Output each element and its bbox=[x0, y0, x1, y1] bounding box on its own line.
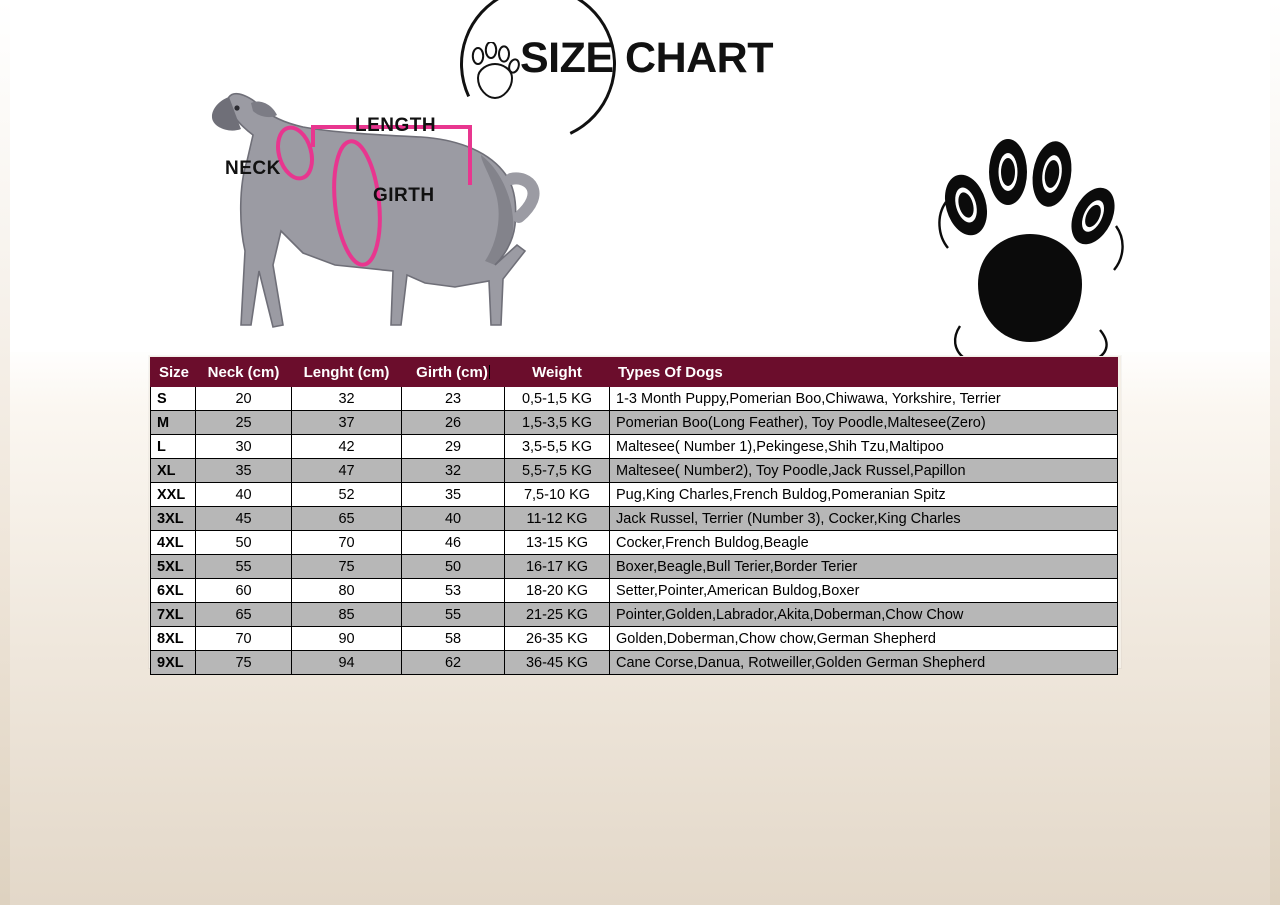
cell-neck: 20 bbox=[196, 387, 292, 411]
cell-weight: 36-45 KG bbox=[505, 651, 610, 675]
table-row bbox=[151, 387, 1118, 411]
cell-size: 8XL bbox=[151, 627, 196, 651]
cell-girth: 35 bbox=[402, 483, 505, 507]
left-gradient-band bbox=[0, 0, 10, 905]
cell-neck: 45 bbox=[196, 507, 292, 531]
cell-length: 85 bbox=[292, 603, 402, 627]
cell-weight: 18-20 KG bbox=[505, 579, 610, 603]
cell-types: Golden,Doberman,Chow chow,German Shepherd bbox=[610, 627, 1118, 651]
cell-size: 4XL bbox=[151, 531, 196, 555]
cell-weight: 16-17 KG bbox=[505, 555, 610, 579]
cell-neck: 75 bbox=[196, 651, 292, 675]
cell-girth: 53 bbox=[402, 579, 505, 603]
cell-girth: 50 bbox=[402, 555, 505, 579]
table-row bbox=[151, 579, 1118, 603]
column-header-neck: Neck (cm) bbox=[196, 358, 292, 387]
cell-types: Jack Russel, Terrier (Number 3), Cocker,King Charles bbox=[610, 507, 1118, 531]
cell-length: 94 bbox=[292, 651, 402, 675]
cell-weight: 26-35 KG bbox=[505, 627, 610, 651]
cell-length: 65 bbox=[292, 507, 402, 531]
cell-length: 70 bbox=[292, 531, 402, 555]
cell-weight: 5,5-7,5 KG bbox=[505, 459, 610, 483]
cell-size: 7XL bbox=[151, 603, 196, 627]
cell-girth: 29 bbox=[402, 435, 505, 459]
cell-neck: 25 bbox=[196, 411, 292, 435]
cell-types: 1-3 Month Puppy,Pomerian Boo,Chiwawa, Yorkshire, Terrier bbox=[610, 387, 1118, 411]
cell-types: Cane Corse,Danua, Rotweiller,Golden German Shepherd bbox=[610, 651, 1118, 675]
table-row bbox=[151, 483, 1118, 507]
cell-girth: 40 bbox=[402, 507, 505, 531]
table-row bbox=[151, 603, 1118, 627]
cell-length: 52 bbox=[292, 483, 402, 507]
right-gradient-band bbox=[1270, 0, 1280, 905]
paw-print-icon bbox=[930, 130, 1130, 360]
table-row bbox=[151, 531, 1118, 555]
label-girth: GIRTH bbox=[373, 185, 435, 206]
cell-girth: 46 bbox=[402, 531, 505, 555]
cell-girth: 62 bbox=[402, 651, 505, 675]
cell-weight: 21-25 KG bbox=[505, 603, 610, 627]
table-row bbox=[151, 555, 1118, 579]
column-header-girth: Girth (cm) bbox=[402, 358, 505, 387]
table-row bbox=[151, 411, 1118, 435]
cell-girth: 55 bbox=[402, 603, 505, 627]
table-row bbox=[151, 459, 1118, 483]
cell-neck: 60 bbox=[196, 579, 292, 603]
table-header-row bbox=[151, 358, 1118, 387]
table-row bbox=[151, 627, 1118, 651]
cell-types: Pointer,Golden,Labrador,Akita,Doberman,Chow Chow bbox=[610, 603, 1118, 627]
cell-types: Boxer,Beagle,Bull Terier,Border Terier bbox=[610, 555, 1118, 579]
cell-length: 37 bbox=[292, 411, 402, 435]
cell-length: 32 bbox=[292, 387, 402, 411]
table-row bbox=[151, 507, 1118, 531]
cell-size: XXL bbox=[151, 483, 196, 507]
cell-size: S bbox=[151, 387, 196, 411]
cell-neck: 55 bbox=[196, 555, 292, 579]
cell-weight: 0,5-1,5 KG bbox=[505, 387, 610, 411]
label-length: LENGTH bbox=[355, 115, 437, 136]
cell-girth: 23 bbox=[402, 387, 505, 411]
cell-neck: 50 bbox=[196, 531, 292, 555]
cell-length: 75 bbox=[292, 555, 402, 579]
dog-measurement-diagram bbox=[185, 75, 555, 360]
cell-weight: 13-15 KG bbox=[505, 531, 610, 555]
cell-weight: 11-12 KG bbox=[505, 507, 610, 531]
cell-neck: 70 bbox=[196, 627, 292, 651]
cell-size: 6XL bbox=[151, 579, 196, 603]
cell-types: Pomerian Boo(Long Feather), Toy Poodle,Maltesee(Zero) bbox=[610, 411, 1118, 435]
cell-types: Maltesee( Number 1),Pekingese,Shih Tzu,Maltipoo bbox=[610, 435, 1118, 459]
text-cursor bbox=[489, 365, 490, 379]
cell-size: 5XL bbox=[151, 555, 196, 579]
column-header-weight: Weight bbox=[505, 358, 610, 387]
size-chart-table bbox=[150, 357, 1118, 675]
cell-size: M bbox=[151, 411, 196, 435]
cell-length: 47 bbox=[292, 459, 402, 483]
cell-size: L bbox=[151, 435, 196, 459]
column-header-length: Lenght (cm) bbox=[292, 358, 402, 387]
cell-size: 3XL bbox=[151, 507, 196, 531]
cell-weight: 1,5-3,5 KG bbox=[505, 411, 610, 435]
column-header-types: Types Of Dogs bbox=[610, 358, 1118, 387]
cell-neck: 40 bbox=[196, 483, 292, 507]
cell-length: 90 bbox=[292, 627, 402, 651]
cell-length: 80 bbox=[292, 579, 402, 603]
cell-weight: 7,5-10 KG bbox=[505, 483, 610, 507]
cell-girth: 26 bbox=[402, 411, 505, 435]
column-header-size: Size bbox=[151, 358, 196, 387]
label-neck: NECK bbox=[225, 158, 281, 179]
cell-neck: 65 bbox=[196, 603, 292, 627]
cell-types: Pug,King Charles,French Buldog,Pomeranian Spitz bbox=[610, 483, 1118, 507]
cell-girth: 58 bbox=[402, 627, 505, 651]
cell-neck: 30 bbox=[196, 435, 292, 459]
cell-neck: 35 bbox=[196, 459, 292, 483]
cell-types: Cocker,French Buldog,Beagle bbox=[610, 531, 1118, 555]
cell-girth: 32 bbox=[402, 459, 505, 483]
table-row bbox=[151, 435, 1118, 459]
cell-size: XL bbox=[151, 459, 196, 483]
cell-types: Setter,Pointer,American Buldog,Boxer bbox=[610, 579, 1118, 603]
cell-length: 42 bbox=[292, 435, 402, 459]
cell-types: Maltesee( Number2), Toy Poodle,Jack Russel,Papillon bbox=[610, 459, 1118, 483]
page-title: SIZE CHART bbox=[520, 34, 773, 82]
cell-weight: 3,5-5,5 KG bbox=[505, 435, 610, 459]
table-row bbox=[151, 651, 1118, 675]
cell-size: 9XL bbox=[151, 651, 196, 675]
